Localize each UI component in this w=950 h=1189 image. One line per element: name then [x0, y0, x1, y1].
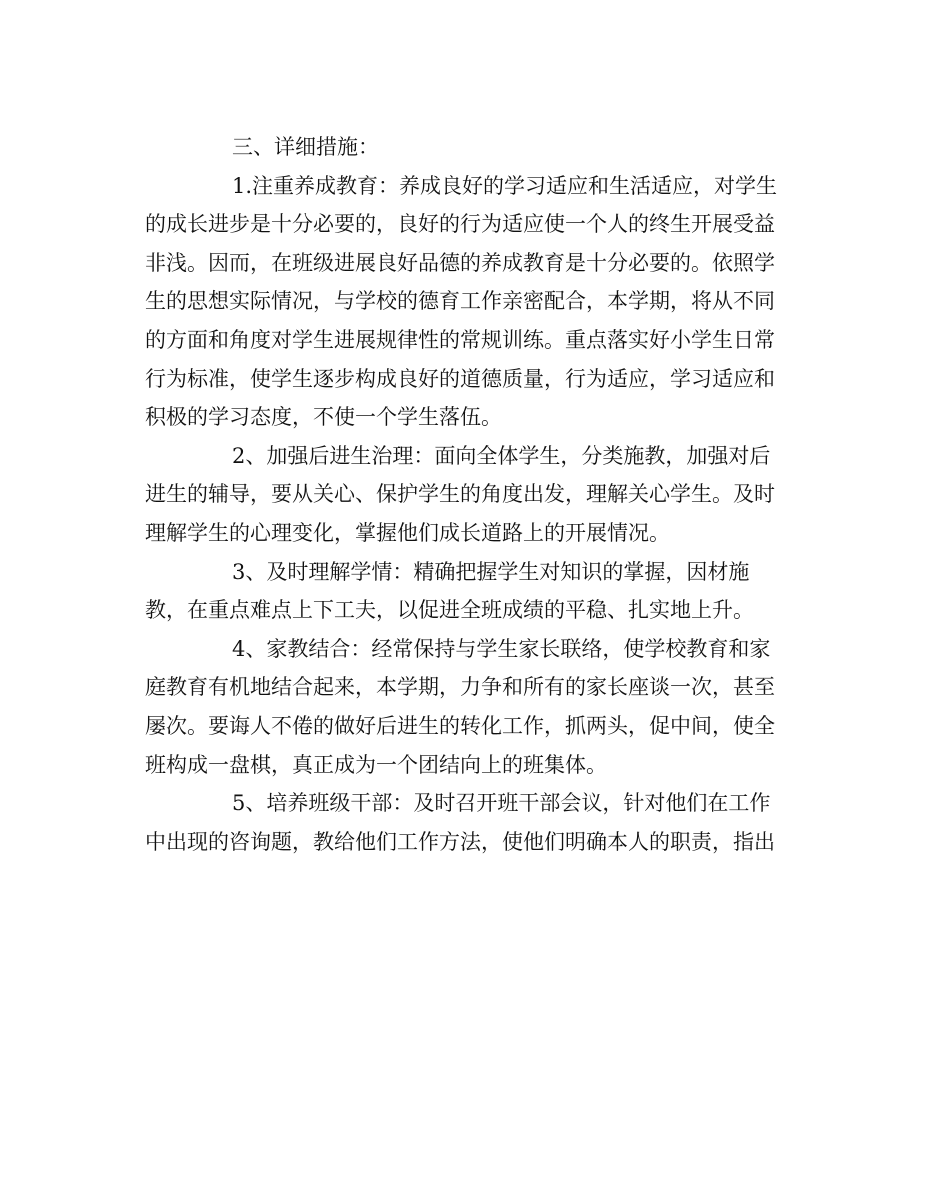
text-line: 教，在重点难点上下工夫，以促进全班成绩的平稳、扎实地上升。 [145, 598, 754, 623]
section-heading [145, 128, 800, 167]
text-line: 积极的学习态度，不使一个学生落伍。 [145, 405, 502, 430]
paragraph-3 [145, 553, 800, 630]
text-line: 班构成一盘棋，真正成为一个团结向上的班集体。 [145, 752, 607, 777]
paragraph-5 [145, 784, 800, 861]
text-line: 的成长进步是十分必要的，良好的行为适应使一个人的终生开展受益 [145, 212, 775, 237]
text-line: 理解学生的心理变化，掌握他们成长道路上的开展情况。 [145, 520, 670, 545]
text-line: 的方面和角度对学生进展规律性的常规训练。重点落实好小学生日常 [145, 327, 775, 352]
paragraph-2 [145, 437, 800, 553]
paragraph-1 [145, 167, 800, 437]
heading-text: 三、详细措施： [232, 135, 379, 159]
text-line: 4、家教结合：经常保持与学生家长联络，使学校教育和家 [232, 636, 771, 661]
text-line: 庭教育有机地结合起来，本学期，力争和所有的家长座谈一次，甚至 [145, 675, 775, 700]
text-line: 屡次。要诲人不倦的做好后进生的转化工作，抓两头，促中间，使全 [145, 713, 775, 738]
text-line: 中出现的咨询题，教给他们工作方法，使他们明确本人的职责，指出 [145, 829, 775, 854]
text-line: 非浅。因而，在班级进展良好品德的养成教育是十分必要的。依照学 [145, 250, 775, 275]
paragraph-4 [145, 630, 800, 784]
text-line: 5、培养班级干部：及时召开班干部会议，针对他们在工作 [232, 791, 771, 816]
document-body [145, 128, 800, 861]
text-line: 2、加强后进生治理：面向全体学生，分类施教，加强对后 [232, 443, 771, 468]
text-line: 1.注重养成教育：养成良好的学习适应和生活适应，对学生 [232, 173, 778, 198]
text-line: 进生的辅导，要从关心、保护学生的角度出发，理解关心学生。及时 [145, 482, 775, 507]
text-line: 3、及时理解学情：精确把握学生对知识的掌握，因材施 [232, 559, 750, 584]
text-line: 生的思想实际情况，与学校的德育工作亲密配合，本学期，将从不同 [145, 289, 775, 314]
text-line: 行为标准，使学生逐步构成良好的道德质量，行为适应，学习适应和 [145, 366, 775, 391]
